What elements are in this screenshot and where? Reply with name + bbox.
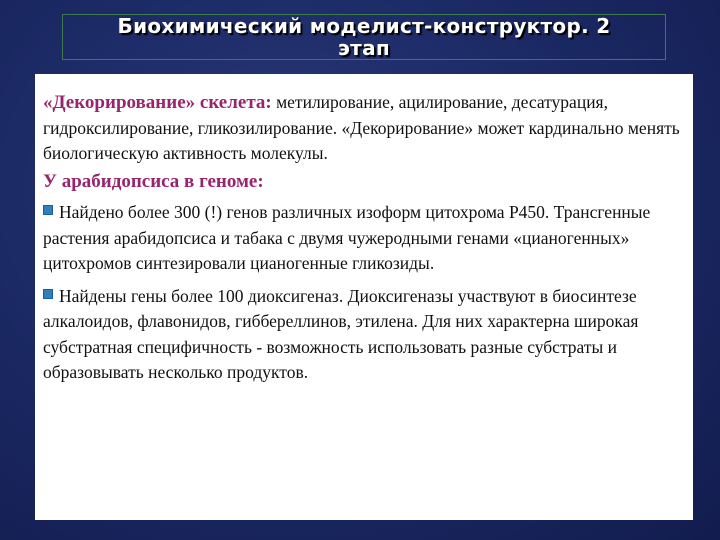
intro-heading: «Декорирование» скелета: <box>43 92 272 113</box>
bullet-text: Найдено более 300 (!) генов различных изоформ цитохрома Р450. Трансгенные растения арабидопсиса и табака с двумя чужеродными генами «цианогенных» цитохромов синтезировали цианогенные гликозиды. <box>43 202 651 273</box>
square-bullet-icon <box>43 205 53 215</box>
bullet-item-dioxygenase <box>43 284 685 386</box>
genome-subheading: У арабидопсиса в геноме: <box>43 170 264 192</box>
bullet-text: Найдены гены более 100 диоксигеназ. Диоксигеназы участвуют в биосинтезе алкалоидов, флавонидов, гиббереллинов, этилена. Для них характерна широкая субстратная специфичность - возможность использовать разные субстраты и образовывать несколько продуктов. <box>43 285 639 382</box>
bullet-item-p450 <box>43 200 685 277</box>
intro-text: метилирование, ацилирование, десатурация, гидроксилирование, гликозилирование. «Декорирование» может кардинально менять биологическую активность молекулы. <box>43 92 680 163</box>
intro-paragraph <box>43 90 685 167</box>
slide-title: Биохимический моделист-конструктор. 2 этап <box>117 14 611 60</box>
slide-title-box <box>62 14 666 60</box>
square-bullet-icon <box>43 289 53 299</box>
content-panel <box>35 74 693 520</box>
